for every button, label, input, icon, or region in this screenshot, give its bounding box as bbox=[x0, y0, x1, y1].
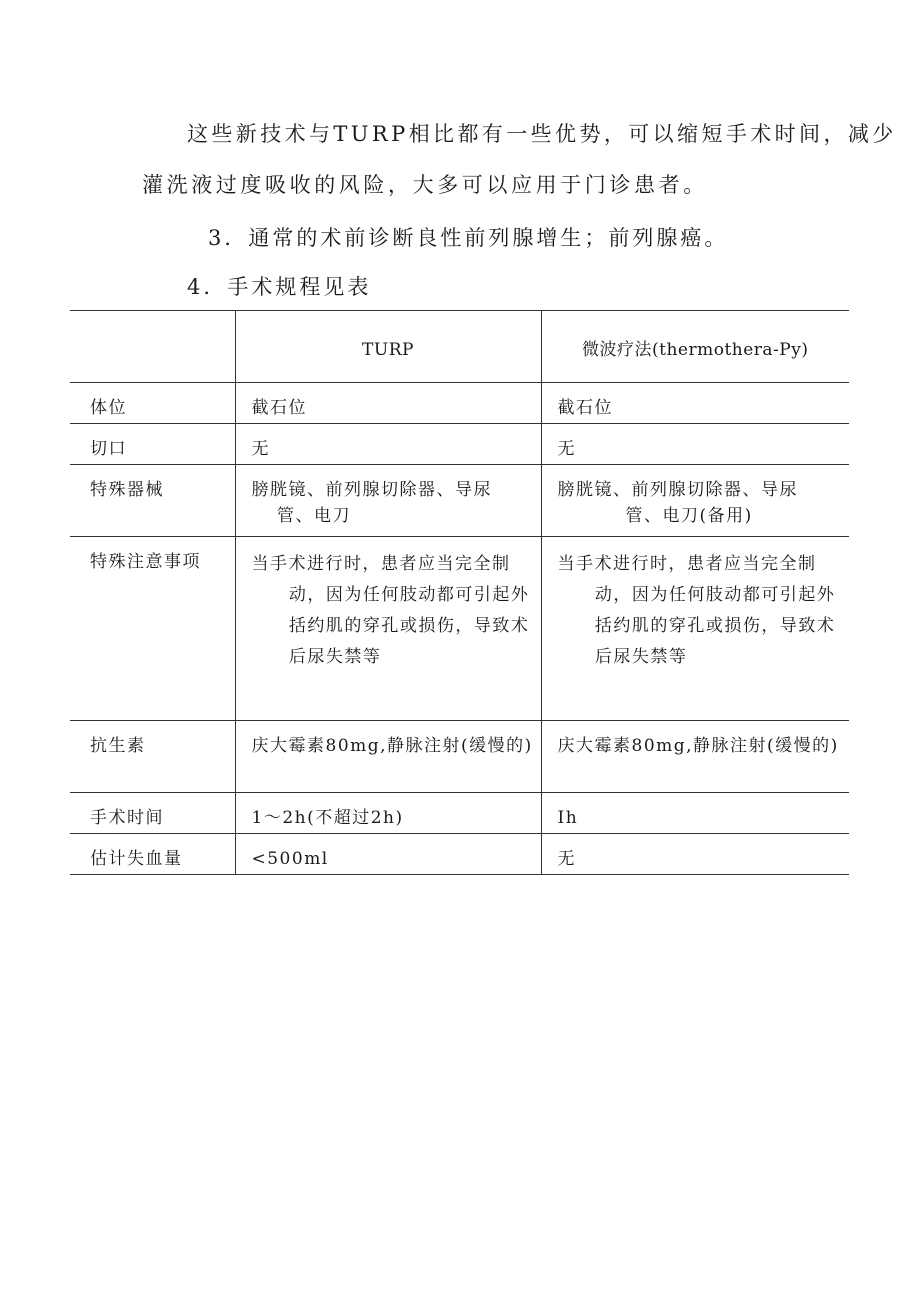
cell-micro-instruments-line1: 膀胱镜、前列腺切除器、导尿 bbox=[557, 480, 798, 500]
procedure-table bbox=[70, 310, 849, 875]
cell-turp-position: 截石位 bbox=[235, 383, 541, 424]
table-row bbox=[70, 465, 849, 537]
cell-micro-duration: Ih bbox=[541, 793, 849, 834]
table-row bbox=[70, 537, 849, 721]
paragraph-new-tech-advantages: 这些新技术与TURP相比都有一些优势，可以缩短手术时间，减少 bbox=[187, 122, 897, 146]
row-label-blood-loss: 估计失血量 bbox=[70, 834, 235, 875]
cell-turp-instruments-line1: 膀胱镜、前列腺切除器、导尿 bbox=[251, 480, 492, 500]
row-label-position: 体位 bbox=[70, 383, 235, 424]
cell-micro-instruments bbox=[541, 465, 849, 537]
cell-turp-antibiotics-text: 庆大霉素80mg,静脉注射(缓慢的) bbox=[251, 736, 533, 756]
cell-turp-precautions-text: 当手术进行时，患者应当完全制动，因为任何肢动都可引起外括约肌的穿孔或损伤，导致术后尿失禁等 bbox=[251, 554, 530, 667]
table-row bbox=[70, 793, 849, 834]
cell-turp-blood-loss: <500ml bbox=[235, 834, 541, 875]
header-empty-cell bbox=[70, 311, 235, 383]
header-microwave: 微波疗法(thermothera-Py) bbox=[541, 311, 849, 383]
cell-micro-antibiotics bbox=[541, 721, 849, 793]
cell-micro-antibiotics-text: 庆大霉素80mg,静脉注射(缓慢的) bbox=[557, 736, 839, 756]
item-preop-diagnosis: 3．通常的术前诊断良性前列腺增生；前列腺癌。 bbox=[208, 226, 729, 250]
item-procedure-table-ref: 4．手术规程见表 bbox=[187, 275, 372, 299]
table-row bbox=[70, 424, 849, 465]
table-row bbox=[70, 383, 849, 424]
cell-micro-blood-loss: 无 bbox=[541, 834, 849, 875]
table-header-row bbox=[70, 311, 849, 383]
cell-turp-instruments-line2: 管、电刀 bbox=[277, 506, 351, 526]
cell-micro-incision: 无 bbox=[541, 424, 849, 465]
cell-turp-precautions bbox=[235, 537, 541, 721]
row-label-antibiotics: 抗生素 bbox=[70, 721, 235, 793]
cell-micro-instruments-line2: 管、电刀(备用) bbox=[625, 506, 753, 526]
row-label-incision: 切口 bbox=[70, 424, 235, 465]
cell-micro-precautions bbox=[541, 537, 849, 721]
table-row bbox=[70, 834, 849, 875]
table-row bbox=[70, 721, 849, 793]
cell-micro-precautions-text: 当手术进行时，患者应当完全制动，因为任何肢动都可引起外括约肌的穿孔或损伤，导致术后尿失禁等 bbox=[557, 554, 836, 667]
cell-turp-incision: 无 bbox=[235, 424, 541, 465]
row-label-instruments: 特殊器械 bbox=[70, 465, 235, 537]
row-label-precautions: 特殊注意事项 bbox=[70, 537, 235, 721]
cell-turp-duration: 1～2h(不超过2h) bbox=[235, 793, 541, 834]
cell-turp-antibiotics bbox=[235, 721, 541, 793]
row-label-duration: 手术时间 bbox=[70, 793, 235, 834]
header-turp: TURP bbox=[235, 311, 541, 383]
cell-turp-instruments bbox=[235, 465, 541, 537]
paragraph-new-tech-advantages-cont: 灌洗液过度吸收的风险，大多可以应用于门诊患者。 bbox=[142, 173, 708, 197]
cell-micro-position: 截石位 bbox=[541, 383, 849, 424]
